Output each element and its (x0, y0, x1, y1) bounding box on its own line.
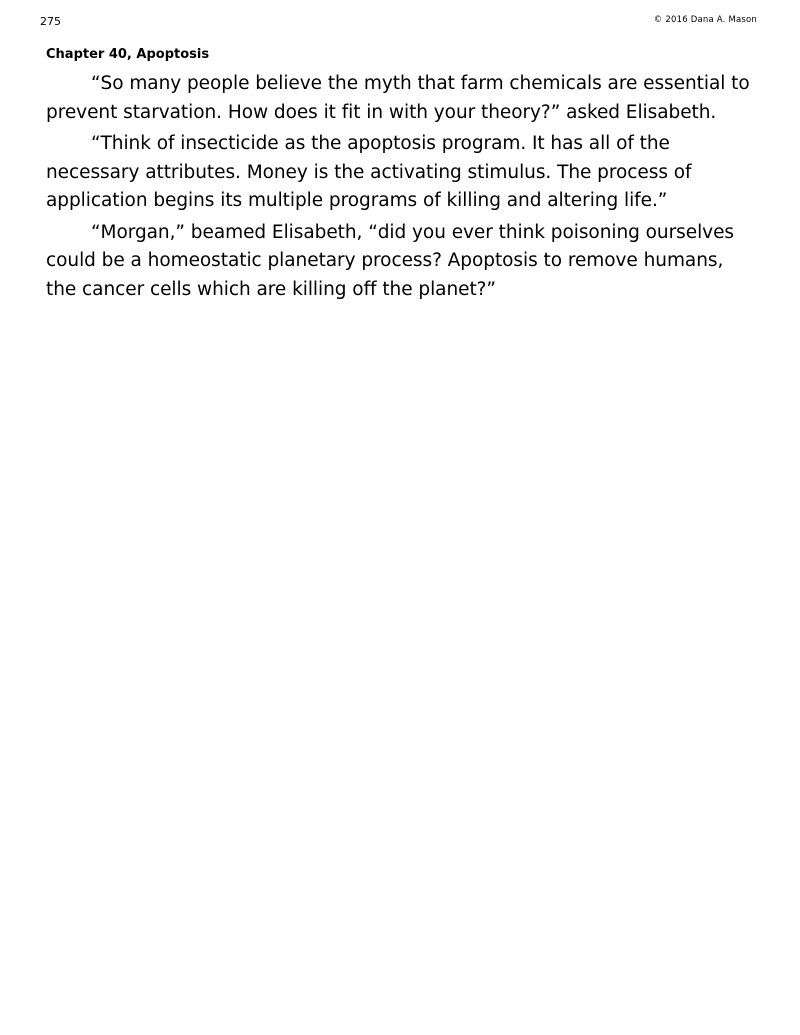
text-line: prevent starvation. How does it fit in with your theory?” asked Elisabeth. (46, 101, 717, 123)
text-line: “So many people believe the myth that farm chemicals are essential to (91, 73, 750, 94)
text-line: application begins its multiple programs of killing and altering life.” (46, 190, 668, 211)
paragraph (46, 219, 758, 305)
text-line: could be a homeostatic planetary process? Apoptosis to remove humans, (46, 250, 724, 271)
chapter-body (46, 70, 758, 307)
text-line: necessary attributes. Money is the activating stimulus. The process of (46, 161, 692, 183)
chapter-heading: Chapter 40, Apoptosis (46, 47, 210, 62)
paragraph (46, 130, 758, 216)
copyright-notice: © 2016 Dana A. Mason (653, 15, 757, 25)
text-line: the cancer cells which are killing off the planet?” (46, 278, 496, 300)
paragraph (46, 70, 758, 127)
page-number: 275 (40, 15, 61, 28)
text-line: “Think of insecticide as the apoptosis program. It has all of the (91, 133, 670, 154)
text-line: “Morgan,” beamed Elisabeth, “did you ever think poisoning ourselves (91, 221, 734, 243)
